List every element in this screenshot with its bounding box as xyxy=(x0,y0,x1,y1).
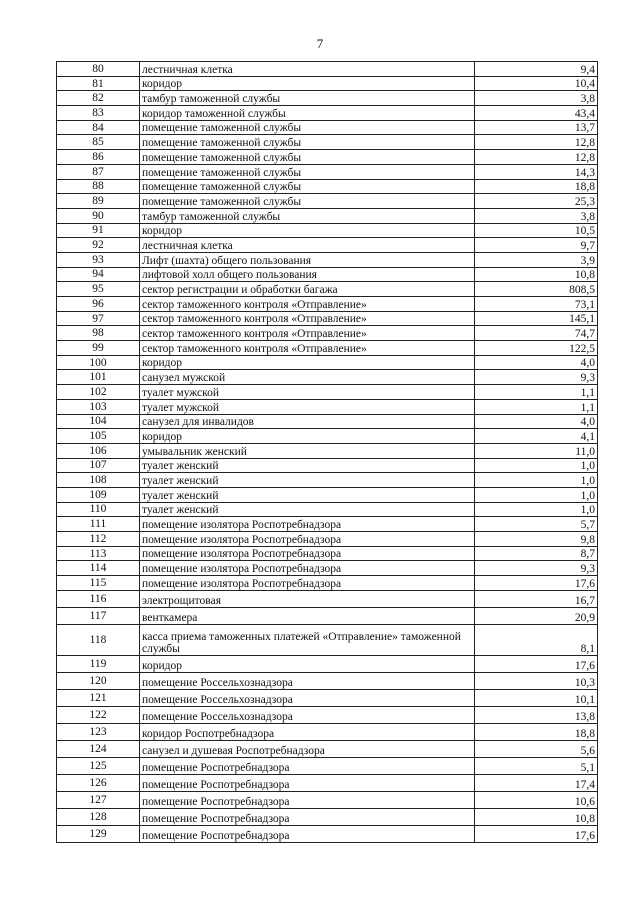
room-area: 3,8 xyxy=(475,208,598,223)
table-row xyxy=(57,355,598,370)
room-area: 12,8 xyxy=(475,150,598,165)
table-row xyxy=(57,326,598,341)
room-number: 85 xyxy=(57,135,140,150)
room-area: 17,6 xyxy=(475,655,598,672)
room-area: 1,1 xyxy=(475,399,598,414)
room-number: 95 xyxy=(57,282,140,297)
room-name: санузел мужской xyxy=(140,370,475,385)
room-number: 128 xyxy=(57,808,140,825)
room-name: туалет мужской xyxy=(140,385,475,400)
room-number: 87 xyxy=(57,164,140,179)
room-number: 89 xyxy=(57,194,140,209)
room-number: 97 xyxy=(57,311,140,326)
table-row xyxy=(57,179,598,194)
room-number: 127 xyxy=(57,791,140,808)
room-name: помещение Роспотребнадзора xyxy=(140,774,475,791)
room-number: 81 xyxy=(57,76,140,91)
table-row xyxy=(57,774,598,791)
room-name: сектор таможенного контроля «Отправление» xyxy=(140,297,475,312)
table-row xyxy=(57,590,598,607)
room-name: лестничная клетка xyxy=(140,62,475,77)
room-name: помещение Роспотребнадзора xyxy=(140,825,475,842)
room-number: 126 xyxy=(57,774,140,791)
room-name: помещение таможенной службы xyxy=(140,120,475,135)
room-area: 13,8 xyxy=(475,706,598,723)
room-area: 1,0 xyxy=(475,458,598,473)
table-row xyxy=(57,740,598,757)
room-name: помещение таможенной службы xyxy=(140,164,475,179)
room-area: 10,1 xyxy=(475,689,598,706)
room-area: 10,8 xyxy=(475,267,598,282)
table-row xyxy=(57,399,598,414)
room-name: санузел и душевая Роспотребнадзора xyxy=(140,740,475,757)
room-number: 98 xyxy=(57,326,140,341)
room-number: 120 xyxy=(57,672,140,689)
room-area: 16,7 xyxy=(475,590,598,607)
room-number: 100 xyxy=(57,355,140,370)
room-name: коридор Роспотребнадзора xyxy=(140,723,475,740)
room-area: 9,4 xyxy=(475,62,598,77)
room-number: 93 xyxy=(57,252,140,267)
room-area: 43,4 xyxy=(475,106,598,121)
table-row xyxy=(57,135,598,150)
table-row xyxy=(57,429,598,444)
room-area: 1,0 xyxy=(475,487,598,502)
room-area: 145,1 xyxy=(475,311,598,326)
room-number: 116 xyxy=(57,590,140,607)
room-number: 125 xyxy=(57,757,140,774)
room-number: 112 xyxy=(57,532,140,547)
table-row xyxy=(57,723,598,740)
room-name: санузел для инвалидов xyxy=(140,414,475,429)
rooms-table xyxy=(56,61,598,843)
room-number: 82 xyxy=(57,91,140,106)
room-number: 115 xyxy=(57,576,140,591)
room-area: 10,4 xyxy=(475,76,598,91)
room-area: 808,5 xyxy=(475,282,598,297)
room-name: помещение изолятора Роспотребнадзора xyxy=(140,576,475,591)
room-name: туалет мужской xyxy=(140,399,475,414)
table-row xyxy=(57,370,598,385)
table-row xyxy=(57,808,598,825)
room-name: помещение Россельхознадзора xyxy=(140,672,475,689)
table-row xyxy=(57,282,598,297)
room-number: 110 xyxy=(57,502,140,517)
room-name: коридор xyxy=(140,76,475,91)
room-area: 4,1 xyxy=(475,429,598,444)
table-row xyxy=(57,385,598,400)
table-row xyxy=(57,757,598,774)
room-name: коридор xyxy=(140,655,475,672)
room-area: 17,6 xyxy=(475,825,598,842)
table-row xyxy=(57,238,598,253)
room-number: 129 xyxy=(57,825,140,842)
room-area: 18,8 xyxy=(475,723,598,740)
table-row xyxy=(57,106,598,121)
room-number: 121 xyxy=(57,689,140,706)
room-area: 74,7 xyxy=(475,326,598,341)
room-name: помещение Роспотребнадзора xyxy=(140,808,475,825)
room-number: 104 xyxy=(57,414,140,429)
room-name: помещение Роспотребнадзора xyxy=(140,757,475,774)
room-number: 108 xyxy=(57,473,140,488)
room-area: 13,7 xyxy=(475,120,598,135)
table-row xyxy=(57,223,598,238)
rooms-table-body xyxy=(57,62,598,843)
room-name: помещение изолятора Роспотребнадзора xyxy=(140,532,475,547)
room-name: помещение изолятора Роспотребнадзора xyxy=(140,546,475,561)
room-name: туалет женский xyxy=(140,458,475,473)
room-number: 113 xyxy=(57,546,140,561)
room-number: 86 xyxy=(57,150,140,165)
room-name: сектор таможенного контроля «Отправление» xyxy=(140,341,475,356)
room-number: 102 xyxy=(57,385,140,400)
table-row xyxy=(57,458,598,473)
room-number: 111 xyxy=(57,517,140,532)
table-row xyxy=(57,76,598,91)
room-area: 1,0 xyxy=(475,473,598,488)
table-row xyxy=(57,561,598,576)
room-number: 122 xyxy=(57,706,140,723)
room-area: 10,3 xyxy=(475,672,598,689)
room-number: 106 xyxy=(57,443,140,458)
room-name: тамбур таможенной службы xyxy=(140,91,475,106)
room-area: 5,6 xyxy=(475,740,598,757)
table-row xyxy=(57,297,598,312)
room-number: 117 xyxy=(57,607,140,624)
table-row xyxy=(57,791,598,808)
page-number: 7 xyxy=(316,36,324,51)
room-name: помещение таможенной службы xyxy=(140,194,475,209)
table-row xyxy=(57,443,598,458)
room-name: Лифт (шахта) общего пользования xyxy=(140,252,475,267)
room-name: лифтовой холл общего пользования xyxy=(140,267,475,282)
room-area: 122,5 xyxy=(475,341,598,356)
table-row xyxy=(57,208,598,223)
room-area: 1,0 xyxy=(475,502,598,517)
room-area: 17,4 xyxy=(475,774,598,791)
room-name: тамбур таможенной службы xyxy=(140,208,475,223)
room-number: 119 xyxy=(57,655,140,672)
room-name: туалет женский xyxy=(140,473,475,488)
room-number: 103 xyxy=(57,399,140,414)
table-row xyxy=(57,414,598,429)
room-name: умывальник женский xyxy=(140,443,475,458)
room-area: 12,8 xyxy=(475,135,598,150)
room-number: 105 xyxy=(57,429,140,444)
room-number: 80 xyxy=(57,62,140,77)
room-area: 10,6 xyxy=(475,791,598,808)
room-area: 73,1 xyxy=(475,297,598,312)
room-area: 11,0 xyxy=(475,443,598,458)
room-area: 3,9 xyxy=(475,252,598,267)
table-row xyxy=(57,473,598,488)
room-area: 1,1 xyxy=(475,385,598,400)
room-name: лестничная клетка xyxy=(140,238,475,253)
table-row xyxy=(57,267,598,282)
table-row xyxy=(57,487,598,502)
room-area: 4,0 xyxy=(475,355,598,370)
table-row xyxy=(57,546,598,561)
room-name: помещение Россельхознадзора xyxy=(140,689,475,706)
room-number: 94 xyxy=(57,267,140,282)
table-row xyxy=(57,624,598,655)
room-number: 99 xyxy=(57,341,140,356)
room-number: 107 xyxy=(57,458,140,473)
table-row xyxy=(57,655,598,672)
room-area: 14,3 xyxy=(475,164,598,179)
room-name: коридор xyxy=(140,223,475,238)
room-number: 88 xyxy=(57,179,140,194)
room-area: 10,8 xyxy=(475,808,598,825)
room-area: 17,6 xyxy=(475,576,598,591)
room-number: 96 xyxy=(57,297,140,312)
room-name: туалет женский xyxy=(140,502,475,517)
room-number: 92 xyxy=(57,238,140,253)
room-number: 101 xyxy=(57,370,140,385)
table-row xyxy=(57,341,598,356)
room-name: помещение таможенной службы xyxy=(140,179,475,194)
room-name: сектор таможенного контроля «Отправление» xyxy=(140,311,475,326)
table-row xyxy=(57,532,598,547)
room-name: коридор таможенной службы xyxy=(140,106,475,121)
room-name: венткамера xyxy=(140,607,475,624)
room-name: туалет женский xyxy=(140,487,475,502)
room-name: помещение изолятора Роспотребнадзора xyxy=(140,517,475,532)
table-row xyxy=(57,150,598,165)
table-row xyxy=(57,62,598,77)
table-row xyxy=(57,672,598,689)
room-name: сектор таможенного контроля «Отправление» xyxy=(140,326,475,341)
room-area: 5,7 xyxy=(475,517,598,532)
table-row xyxy=(57,252,598,267)
table-row xyxy=(57,311,598,326)
room-area: 25,3 xyxy=(475,194,598,209)
room-name: помещение таможенной службы xyxy=(140,135,475,150)
table-row xyxy=(57,91,598,106)
table-row xyxy=(57,517,598,532)
room-name: коридор xyxy=(140,429,475,444)
room-number: 123 xyxy=(57,723,140,740)
room-number: 118 xyxy=(57,624,140,655)
room-area: 9,8 xyxy=(475,532,598,547)
table-row xyxy=(57,502,598,517)
room-area: 4,0 xyxy=(475,414,598,429)
table-row xyxy=(57,164,598,179)
room-area: 3,8 xyxy=(475,91,598,106)
table-row xyxy=(57,825,598,842)
room-name: касса приема таможенных платежей «Отправление» таможенной службы xyxy=(140,624,475,655)
table-row xyxy=(57,706,598,723)
table-row xyxy=(57,689,598,706)
room-number: 90 xyxy=(57,208,140,223)
room-number: 84 xyxy=(57,120,140,135)
table-row xyxy=(57,120,598,135)
room-name: помещение изолятора Роспотребнадзора xyxy=(140,561,475,576)
room-number: 124 xyxy=(57,740,140,757)
room-name: сектор регистрации и обработки багажа xyxy=(140,282,475,297)
table-row xyxy=(57,194,598,209)
room-area: 18,8 xyxy=(475,179,598,194)
room-area: 9,3 xyxy=(475,561,598,576)
table-row xyxy=(57,576,598,591)
room-number: 83 xyxy=(57,106,140,121)
table-row xyxy=(57,607,598,624)
room-area: 9,3 xyxy=(475,370,598,385)
room-area: 5,1 xyxy=(475,757,598,774)
room-name: коридор xyxy=(140,355,475,370)
room-area: 8,1 xyxy=(475,624,598,655)
room-number: 109 xyxy=(57,487,140,502)
room-name: помещение таможенной службы xyxy=(140,150,475,165)
room-name: помещение Роспотребнадзора xyxy=(140,791,475,808)
room-name: электрощитовая xyxy=(140,590,475,607)
room-area: 10,5 xyxy=(475,223,598,238)
room-area: 20,9 xyxy=(475,607,598,624)
room-number: 114 xyxy=(57,561,140,576)
room-name: помещение Россельхознадзора xyxy=(140,706,475,723)
room-area: 8,7 xyxy=(475,546,598,561)
room-number: 91 xyxy=(57,223,140,238)
room-area: 9,7 xyxy=(475,238,598,253)
